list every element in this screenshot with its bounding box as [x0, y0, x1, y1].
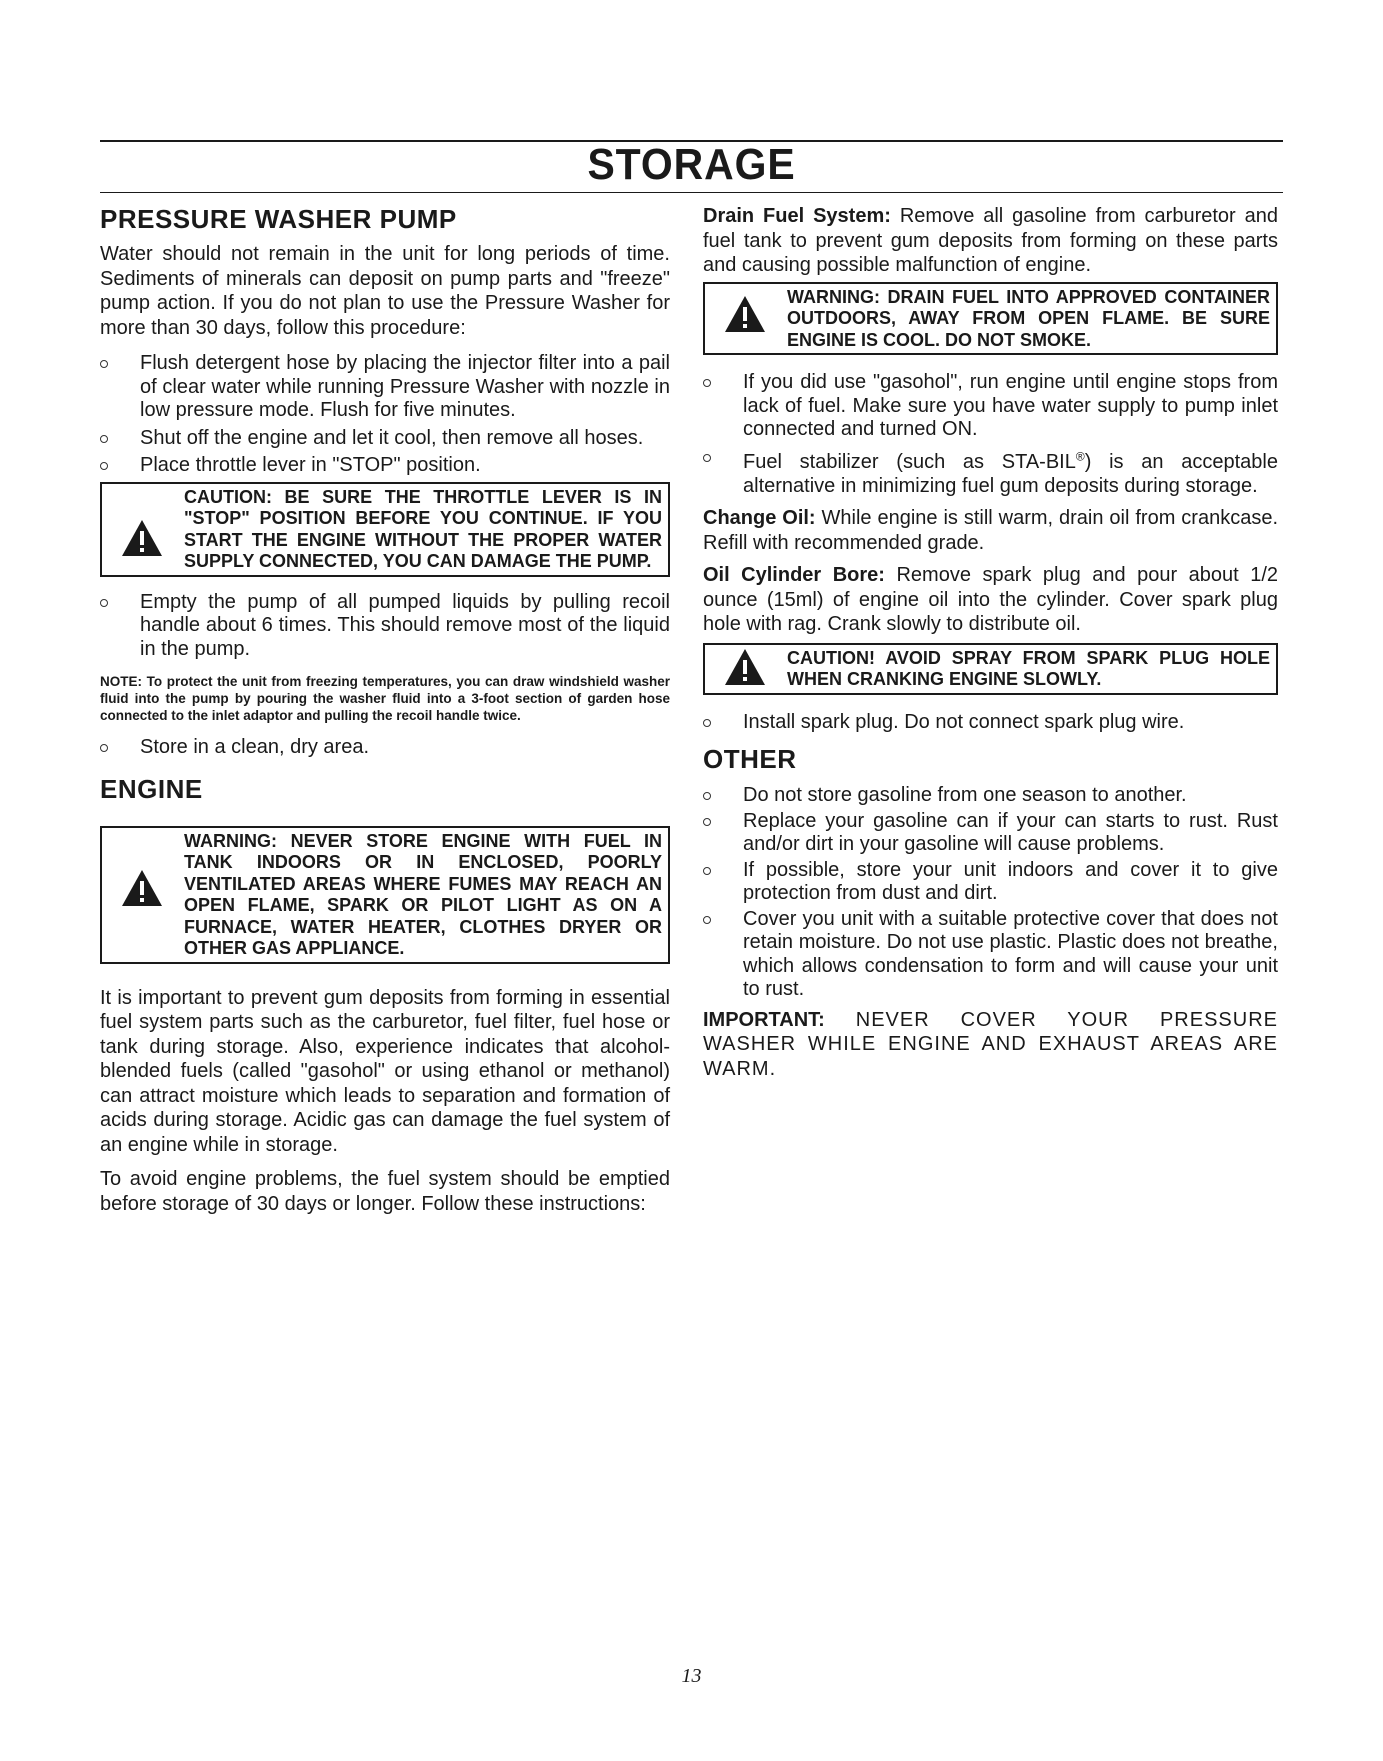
spark-caution-box [703, 643, 1278, 695]
bullet-icon [100, 462, 108, 470]
list-item [703, 446, 1278, 499]
change-oil-paragraph [703, 506, 1278, 555]
list-item-text: If you did use "gasohol", run engine until engine stops from lack of fuel. Make sure you have water supply to pump inlet connected and turned ON. [743, 371, 1278, 440]
list-item [703, 859, 1278, 906]
bullet-icon [703, 719, 711, 727]
drain-fuel-text: Remove all gasoline from carburetor and fuel tank to prevent gum deposits from forming on these parts and causing possible malfunction of engine. [703, 205, 1278, 276]
list-item [100, 352, 670, 423]
spark-list [703, 711, 1278, 735]
fuel-warning-text: WARNING: DRAIN FUEL INTO APPROVED CONTAINER OUTDOORS, AWAY FROM OPEN FLAME. BE SURE ENGINE IS COOL. DO NOT SMOKE. [787, 286, 1270, 350]
engine-warning-box [100, 826, 670, 964]
list-item-text: Cover you unit with a suitable protective cover that does not retain moisture. Do not use plastic. Plastic does not breathe, which allows condensation to form and will cause your unit to rust. [743, 907, 1278, 1001]
bullet-icon [703, 379, 711, 387]
pump-empty-list [100, 591, 670, 662]
other-list [703, 784, 1278, 1002]
list-item-text: Fuel stabilizer (such as STA-BIL®) is an acceptable alternative in minimizing fuel gum deposits during storage. [743, 449, 1278, 497]
engine-paragraph-2: To avoid engine problems, the fuel system should be emptied before storage of 30 days or longer. Follow these instructions: [100, 1168, 670, 1215]
pump-heading: PRESSURE WASHER PUMP [100, 204, 457, 234]
pump-note: NOTE: To protect the unit from freezing temperatures, you can draw windshield washer fluid into the pump by pouring the washer fluid into a 3-foot section of garden hose connected to the inlet adaptor and pulling the recoil handle twice. [100, 674, 670, 723]
bullet-icon [100, 435, 108, 443]
important-paragraph [703, 1008, 1278, 1082]
important-lead: IMPORTANT: [703, 1008, 825, 1031]
fuel-warning-box [703, 282, 1278, 356]
bullet-icon [703, 818, 711, 826]
list-item-text: Shut off the engine and let it cool, then remove all hoses. [140, 426, 644, 449]
list-item-text: Place throttle lever in "STOP" position. [140, 454, 481, 476]
drain-fuel-paragraph [703, 204, 1278, 278]
pump-steps-list [100, 352, 670, 478]
engine-paragraph-1: It is important to prevent gum deposits from forming in essential fuel system parts such as the carburetor, fuel filter, fuel hose or tank during storage. Also, experience indicates that alcohol-blended fuels (called "gasohol" or using ethanol or methanol) can attract moisture which leads to separation and formation of acids during storage. Acidic gas can damage the fuel system of an engine while in storage. [100, 986, 670, 1156]
warning-triangle-icon [120, 518, 164, 558]
engine-warning-text: WARNING: NEVER STORE ENGINE WITH FUEL IN TANK INDOORS OR IN ENCLOSED, POORLY VENTILATED AREAS WHERE FUMES MAY REACH AN OPEN FLAME, SPARK OR PILOT LIGHT AS ON A FURNACE, WATER HEATER, CLOTHES DRYER OR OTHER GAS APPLIANCE. [184, 830, 662, 958]
list-item [703, 810, 1278, 857]
cylinder-lead: Oil Cylinder Bore: [703, 564, 885, 587]
list-item-text: Replace your gasoline can if your can starts to rust. Rust and/or dirt in your gasoline will cause problems. [743, 809, 1278, 856]
cylinder-paragraph [703, 563, 1278, 637]
other-heading: OTHER [703, 744, 797, 775]
list-item-text: Do not store gasoline from one season to another. [743, 784, 1187, 807]
list-item [100, 427, 670, 451]
list-item [100, 736, 670, 760]
list-item [703, 711, 1278, 735]
warning-triangle-icon [723, 294, 767, 334]
bullet-icon [703, 916, 711, 924]
warning-triangle-icon [723, 647, 767, 687]
page-title: STORAGE [587, 140, 796, 189]
list-item-text: If possible, store your unit indoors and cover it to give protection from dust and dirt. [743, 858, 1278, 905]
list-item-text: Empty the pump of all pumped liquids by pulling recoil handle about 6 times. This should remove most of the liquid in the pump. [140, 590, 670, 660]
title-rule-bottom [100, 192, 1283, 193]
bullet-icon [703, 792, 711, 800]
pump-store-list [100, 736, 670, 760]
list-item-text: Store in a clean, dry area. [140, 736, 370, 758]
change-oil-lead: Change Oil: [703, 507, 816, 530]
engine-heading: ENGINE [100, 773, 203, 804]
page-number: 13 [681, 1665, 702, 1687]
change-oil-text: While engine is still warm, drain oil from crankcase. Refill with recommended grade. [703, 507, 1278, 554]
important-text: NEVER COVER YOUR PRESSURE WASHER WHILE ENGINE AND EXHAUST AREAS ARE WARM. [703, 1008, 1278, 1080]
list-item [703, 784, 1278, 808]
drain-fuel-lead: Drain Fuel System: [703, 205, 891, 227]
right-column [703, 204, 1278, 1081]
bullet-icon [100, 744, 108, 752]
pump-intro: Water should not remain in the unit for long periods of time. Sediments of minerals can deposit on pump parts and "freeze" pump action. If you do not plan to use the Pressure Washer for more than 30 days, follow this procedure: [100, 243, 670, 339]
list-item [100, 591, 670, 662]
bullet-icon [100, 360, 108, 368]
list-item [703, 908, 1278, 1002]
warning-triangle-icon [120, 868, 164, 908]
pump-caution-text: CAUTION: BE SURE THE THROTTLE LEVER IS IN "STOP" POSITION BEFORE YOU CONTINUE. IF YOU START THE ENGINE WITHOUT THE PROPER WATER SUPPLY CONNECTED, YOU CAN DAMAGE THE PUMP. [184, 486, 662, 571]
bullet-icon [703, 867, 711, 875]
bullet-icon [100, 599, 108, 607]
list-item [100, 454, 670, 478]
cylinder-text: Remove spark plug and pour about 1/2 ounce (15ml) of engine oil into the cylinder. Cover spark plug hole with rag. Crank slowly to distribute oil. [703, 564, 1278, 636]
list-item-text: Flush detergent hose by placing the injector filter into a pail of clear water while running Pressure Washer with nozzle in low pressure mode. Flush for five minutes. [140, 352, 670, 421]
list-item-text: Install spark plug. Do not connect spark plug wire. [743, 710, 1185, 733]
pump-caution-box [100, 482, 670, 577]
fuel-list [703, 371, 1278, 498]
spark-caution-text: CAUTION! AVOID SPRAY FROM SPARK PLUG HOLE WHEN CRANKING ENGINE SLOWLY. [787, 647, 1270, 690]
left-column [100, 204, 670, 1216]
bullet-icon [703, 454, 711, 462]
list-item [703, 371, 1278, 442]
